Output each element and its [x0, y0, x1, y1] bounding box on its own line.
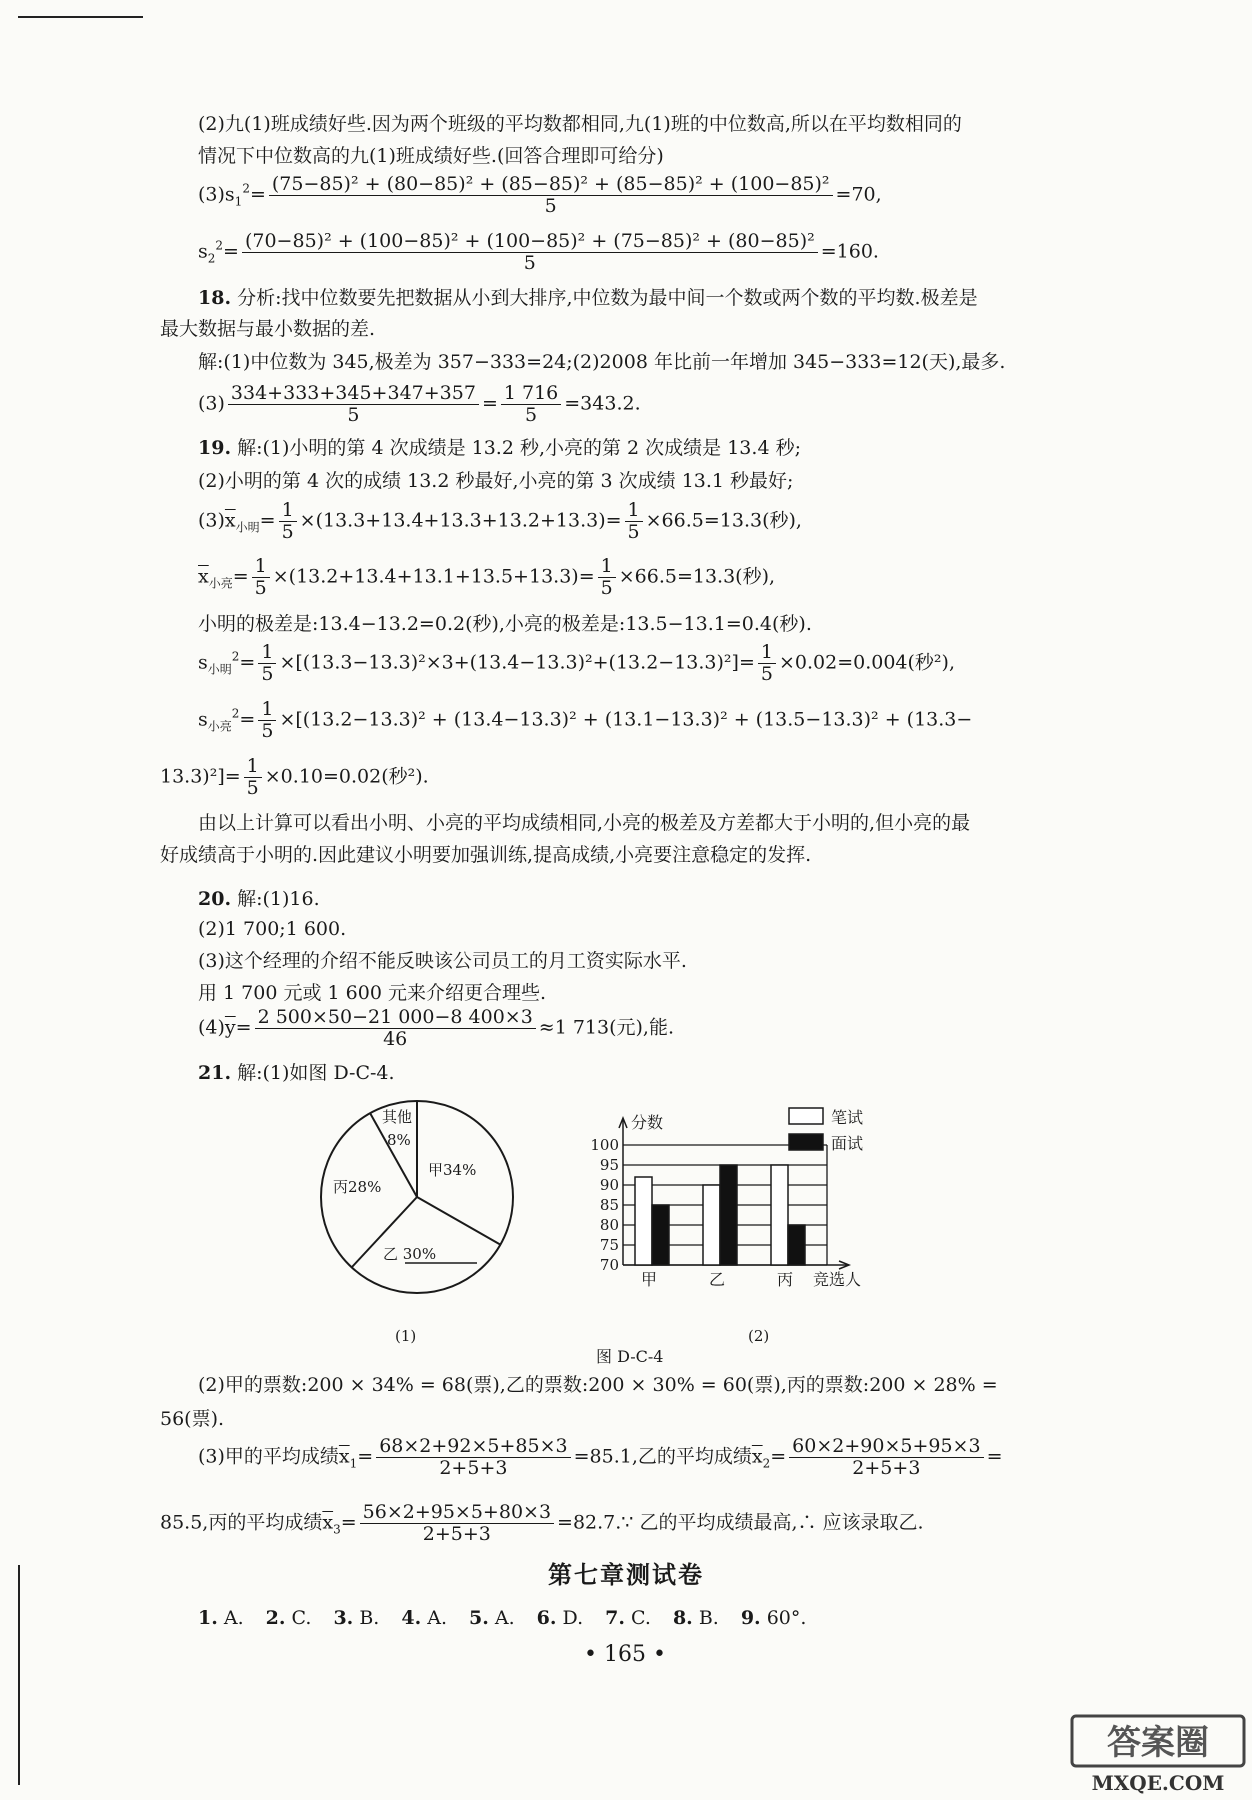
bar [720, 1165, 737, 1265]
answer-item [333, 1607, 379, 1629]
answer-choice: B. [692, 1607, 719, 1629]
formula-mean-days: (3) $\frac{334+333+345+347+357}{5}$ = $\frac{1 716}{5}$ =343.2. [198, 382, 641, 426]
pie-subfigure-label: (1) [395, 1327, 417, 1345]
answer-choice: A. [421, 1607, 447, 1629]
bar [788, 1225, 805, 1265]
x-category-label: 乙 [709, 1270, 726, 1289]
answer-choice: C. [624, 1607, 651, 1629]
y-tick-label: 95 [599, 1156, 619, 1174]
legend-swatch [789, 1108, 823, 1124]
formula-variance-xiaoliang-cont: 13.3)²]= $\frac{1}{5}$ ×0.10=0.02(秒²). [160, 755, 429, 799]
bar [771, 1165, 788, 1265]
answer-choice: D. [556, 1607, 584, 1629]
text-line: 19. 解:(1)小明的第 4 次成绩是 13.2 秒,小亮的第 2 次成绩是 13.4 秒; [198, 437, 801, 459]
top-rule [18, 16, 143, 18]
answer-number: 4. [401, 1607, 422, 1629]
answer-item [605, 1607, 651, 1629]
answer-item [537, 1607, 583, 1629]
y-axis-label: 分数 [631, 1113, 664, 1132]
pie-label-other: 其他 [382, 1108, 413, 1126]
y-tick-label: 70 [599, 1256, 619, 1274]
pie-divider [417, 1197, 501, 1245]
text-line: (2)甲的票数:200 × 34% = 68(票),乙的票数:200 × 30% = 60(票),丙的票数:200 × 28% = [198, 1374, 998, 1396]
answer-number: 8. [672, 1607, 693, 1629]
text-line: 好成绩高于小明的.因此建议小明要加强训练,提高成绩,小亮要注意稳定的发挥. [160, 844, 812, 866]
answer-number: 1. [198, 1607, 218, 1629]
legend-label: 面试 [831, 1134, 864, 1153]
answer-choice: B. [353, 1607, 380, 1629]
text-line: 20. 解:(1)16. [198, 888, 320, 910]
text-line: 小明的极差是:13.4−13.2=0.2(秒),小亮的极差是:13.5−13.1=0.4(秒). [198, 613, 812, 635]
answer-choice: A. [488, 1607, 515, 1629]
text-line: 解:(1)中位数为 345,极差为 357−333=24;(2)2008 年比前一年增加 345−333=12(天),最多. [198, 351, 1006, 373]
formula-weighted-mean-1: (3)甲的平均成绩$\overline{x}_1=$ $\frac{68\times 2+92\times 5+85\times 3}{2+5+3}$ =85.1,乙的平均成绩$\overline{x}_2=$ $\frac{60\times 2+90\times 5+95\times 3}{2+5+3}$ = [198, 1435, 1003, 1479]
bar [652, 1205, 669, 1265]
formula-weighted-mean-3: 85.5,丙的平均成绩$\overline{x}_3=$ $\frac{56\times 2+95\times 5+80\times 3}{2+5+3}$ =82.7.∵ 乙的平均成绩最高,∴ 应该录取乙. [160, 1501, 924, 1545]
x-category-label: 甲 [641, 1270, 658, 1289]
formula-variance-xiaoliang: $s_{小亮}^2=$ $\frac{1}{5}$ ×[(13.2−13.3)² + (13.4−13.3)² + (13.1−13.3)² + (13.5−13.3)² + (13.3− [198, 698, 973, 742]
pie-label-yi: 乙 30% [383, 1245, 437, 1263]
left-margin-rule [18, 1565, 20, 1785]
text-line: 用 1 700 元或 1 600 元来介绍更合理些. [198, 982, 546, 1004]
answer-item [741, 1607, 807, 1629]
bar [635, 1177, 652, 1265]
text-line: 最大数据与最小数据的差. [160, 318, 376, 340]
legend-label: 笔试 [831, 1108, 864, 1127]
bar [703, 1185, 720, 1265]
pie-label-other-pct: 8% [387, 1131, 411, 1149]
answer-item [401, 1607, 447, 1629]
pie-label-bing: 丙28% [333, 1178, 382, 1196]
text-line: 56(票). [160, 1408, 225, 1430]
answer-number: 2. [265, 1607, 286, 1629]
formula-variance-1: $(3)s_1^2=$ $\frac{\text{(75−85)² + (80−85)² + (85−85)² + (85−85)² + (100−85)²}}{5}$ =70, [198, 173, 882, 217]
formula-variance-xiaoming: $s_{小明}^2=$ $\frac{1}{5}$ ×[(13.3−13.3)²×3+(13.4−13.3)²+(13.2−13.3)²]= $\frac{1}{5}$ ×0.02=0.004(秒²), [198, 641, 955, 685]
answer-item [198, 1607, 244, 1629]
figure-caption: 图 D-C-4 [596, 1347, 664, 1366]
pie-label-jia: 甲34% [428, 1161, 477, 1179]
formula-mean-xiaoming: $(3)\overline{x}_{小明}=$ $\frac{1}{5}$ ×(13.3+13.4+13.3+13.2+13.3)= $\frac{1}{5}$ ×66.5=13.3(秒), [198, 499, 802, 543]
y-tick-label: 80 [599, 1216, 619, 1234]
text-line: (2)1 700;1 600. [198, 918, 347, 940]
pie-chart [315, 1095, 525, 1305]
bar-chart [575, 1100, 915, 1300]
y-tick-label: 100 [590, 1136, 619, 1154]
answer-item [266, 1607, 312, 1629]
answer-number: 7. [605, 1607, 625, 1629]
page-number: • 165 • [584, 1642, 666, 1667]
text-line: (3)这个经理的介绍不能反映该公司员工的月工资实际水平. [198, 950, 687, 972]
answer-choice: C. [285, 1607, 312, 1629]
text-line: 18. 分析:找中位数要先把数据从小到大排序,中位数为最中间一个数或两个数的平均数.极差是 [198, 287, 978, 309]
answer-number: 9. [740, 1607, 761, 1629]
x-category-label: 丙 [777, 1270, 794, 1289]
formula-mean-xiaoliang: $\overline{x}_{小亮}=$ $\frac{1}{5}$ ×(13.2+13.4+13.1+13.5+13.3)= $\frac{1}{5}$ ×66.5=13.3(秒), [198, 555, 776, 599]
section-title: 第七章测试卷 [548, 1560, 704, 1589]
text-line: (2)九(1)班成绩好些.因为两个班级的平均数都相同,九(1)班的中位数高,所以在平均数相同的 [198, 113, 962, 135]
answer-number: 3. [333, 1607, 354, 1629]
y-tick-label: 85 [599, 1196, 619, 1214]
watermark-bottom: MXQE.COM [1091, 1771, 1225, 1795]
legend-swatch [789, 1134, 823, 1150]
text-line: (2)小明的第 4 次的成绩 13.2 秒最好,小亮的第 3 次成绩 13.1 秒最好; [198, 470, 794, 492]
bar-subfigure-label: (2) [748, 1327, 770, 1345]
x-axis-label: 竞选人 [813, 1270, 862, 1289]
answer-choice: A. [217, 1607, 244, 1629]
answer-item [673, 1607, 719, 1629]
watermark-top: 答案圈 [1107, 1723, 1209, 1763]
text-line: 由以上计算可以看出小明、小亮的平均成绩相同,小亮的极差及方差都大于小明的,但小亮的最 [198, 812, 971, 834]
answer-choice: 60°. [760, 1607, 807, 1629]
answer-item [469, 1607, 515, 1629]
formula-variance-2: $s_2^2=$ $\frac{\text{(70−85)² + (100−85)² + (100−85)² + (75−85)² + (80−85)²}}{5}$ =160. [198, 230, 879, 274]
watermark-logo [1070, 1712, 1248, 1798]
answer-list [198, 1607, 828, 1629]
y-tick-label: 75 [599, 1236, 619, 1254]
formula-mean-salary: $(4)\overline{y}=$ $\frac{2 500\times 50-21 000-8 400\times 3}{46}$ ≈1 713(元),能. [198, 1006, 675, 1050]
text-line: 情况下中位数高的九(1)班成绩好些.(回答合理即可给分) [198, 145, 664, 167]
answer-number: 5. [469, 1607, 489, 1629]
answer-number: 6. [536, 1607, 557, 1629]
y-tick-label: 90 [599, 1176, 619, 1194]
text-line: 21. 解:(1)如图 D-C-4. [198, 1062, 395, 1084]
